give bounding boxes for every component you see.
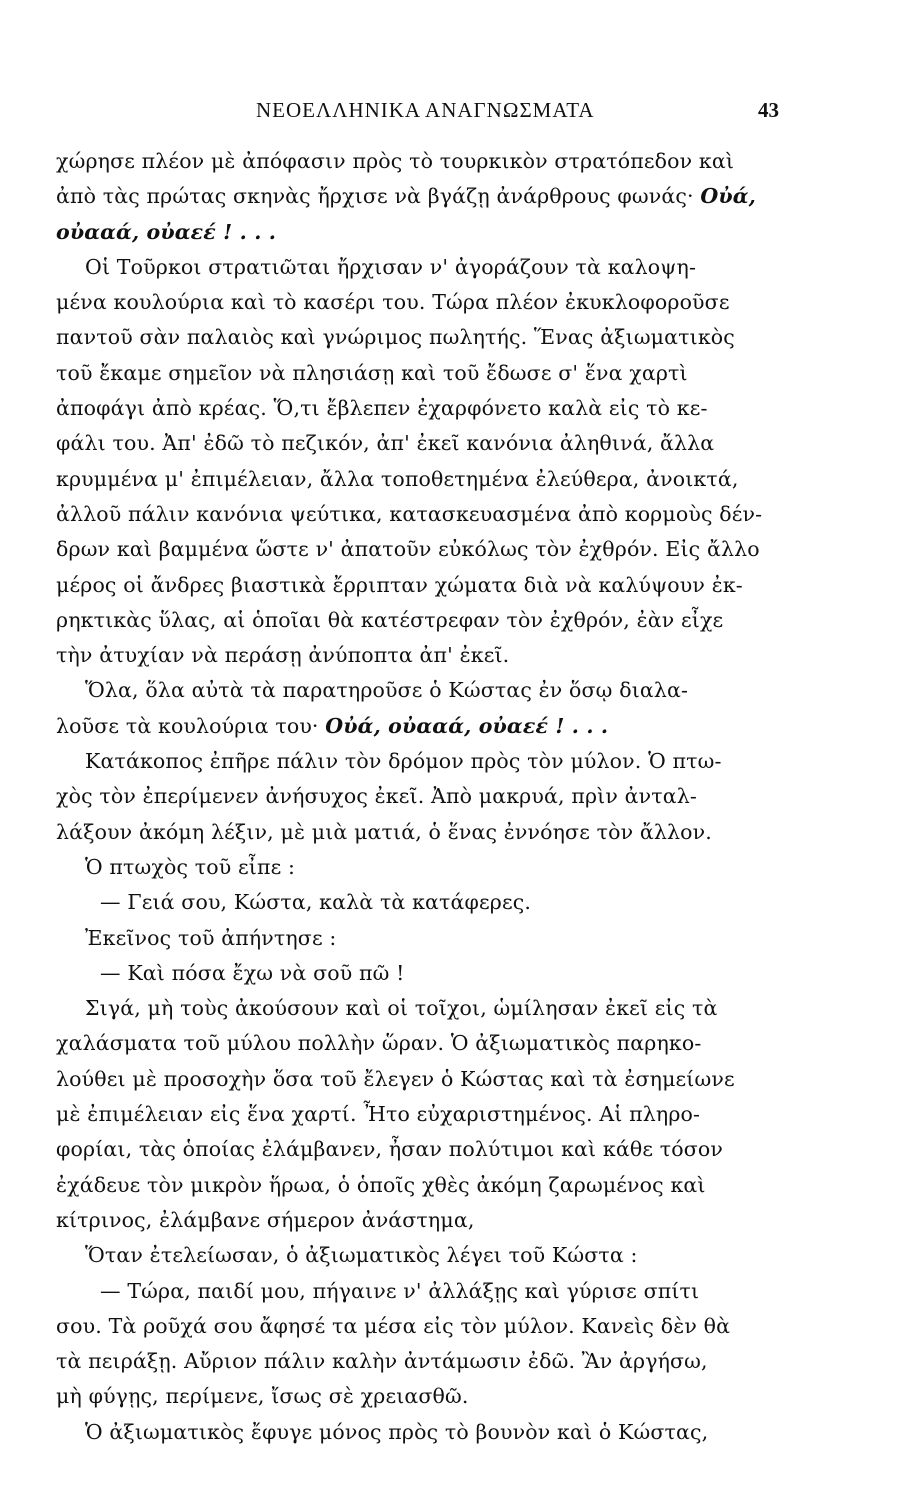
text-line [56, 779, 781, 814]
running-head [0, 98, 921, 128]
text-line [56, 462, 781, 497]
line-text: Σιγά, μὴ τοὺς ἀκούσουν καὶ οἱ τοῖχοι, ὡμίλησαν ἐκεῖ εἰς τὰ [85, 996, 718, 1021]
emphasized-exclamation: οὐααά, οὐαεέ ! . . . [56, 219, 277, 244]
line-text: Ὅταν ἐτελείωσαν, ὁ ἀξιωματικὸς λέγει τοῦ Κώστα : [85, 1243, 638, 1268]
text-line [56, 673, 781, 708]
line-text: ρηκτικὰς ὕλας, αἱ ὁποῖαι θὰ κατέστρεφαν τὸν ἐχθρόν, ἐὰν εἶχε [56, 607, 724, 632]
line-text: σου. Τὰ ροῦχά σου ἄφησέ τα μέσα εἰς τὸν μύλον. Κανεὶς δὲν θὰ [56, 1313, 731, 1338]
line-text: φάλι του. Ἀπ' ἐδῶ τὸ πεζικόν, ἀπ' ἐκεῖ κανόνια ἀληθινά, ἄλλα [56, 431, 715, 456]
text-line [56, 850, 781, 885]
text-line [56, 1168, 781, 1203]
line-text: μὴ φύγῃς, περίμενε, ἴσως σὲ χρειασθῶ. [56, 1384, 469, 1409]
text-line [56, 956, 781, 991]
text-line [56, 1344, 781, 1379]
line-text: δρων καὶ βαμμένα ὥστε ν' ἀπατοῦν εὐκόλως τὸν ἐχθρόν. Εἰς ἄλλο [56, 537, 760, 562]
line-text: — Γειά σου, Κώστα, καλὰ τὰ κατάφερες. [100, 890, 532, 915]
text-line [56, 991, 781, 1026]
text-line [56, 568, 781, 603]
text-line [56, 709, 781, 744]
text-line [56, 1203, 781, 1238]
line-text: ἀποφάγι ἀπὸ κρέας. Ὅ,τι ἔβλεπεν ἐχαρφόνετο καλὰ εἰς τὸ κε- [56, 396, 708, 421]
line-text: ἐχάδευε τὸν μικρὸν ἥρωα, ὁ ὁποῖς χθὲς ἀκόμη ζαρωμένος καὶ [56, 1172, 706, 1197]
text-line [56, 532, 781, 567]
text-line [56, 1062, 781, 1097]
line-text: — Καὶ πόσα ἔχω νὰ σοῦ πῶ ! [100, 960, 405, 985]
line-text: τὴν ἀτυχίαν νὰ περάσῃ ἀνύποπτα ἀπ' ἐκεῖ. [56, 643, 510, 668]
line-text: Οἱ Τοῦρκοι στρατιῶται ἤρχισαν ν' ἀγοράζουν τὰ καλοψη- [85, 254, 697, 279]
line-text: Ὁ ἀξιωματικὸς ἔφυγε μόνος πρὸς τὸ βουνὸν καὶ ὁ Κώστας, [85, 1419, 709, 1444]
line-text: Ἐκεῖνος τοῦ ἀπήντησε : [85, 925, 337, 950]
line-text: χαλάσματα τοῦ μύλου πολλὴν ὥραν. Ὁ ἀξιωματικὸς παρηκο- [56, 1031, 702, 1056]
text-line [56, 215, 781, 250]
line-text: Ὅλα, ὅλα αὐτὰ τὰ παρατηροῦσε ὁ Κώστας ἐν ὅσῳ διαλα- [85, 678, 689, 703]
line-text: Κατάκοπος ἐπῆρε πάλιν τὸν δρόμον πρὸς τὸν μύλον. Ὁ πτω- [85, 749, 722, 774]
line-text: κρυμμένα μ' ἐπιμέλειαν, ἄλλα τοποθετημένα ἐλεύθερα, ἀνοικτά, [56, 466, 739, 491]
page-number: 43 [758, 98, 779, 122]
running-title: ΝΕΟΕΛΛΗΝΙΚΑ ΑΝΑΓΝΩΣΜΑΤΑ [256, 98, 595, 122]
text-line [56, 497, 781, 532]
line-text: μέρος οἱ ἄνδρες βιαστικὰ ἔρριπταν χώματα διὰ νὰ καλύψουν ἐκ- [56, 572, 743, 597]
emphasized-exclamation: Οὐά, [700, 184, 756, 209]
line-text: παντοῦ σὰν παλαιὸς καὶ γνώριμος πωλητής. Ἕνας ἀξιωματικὸς [56, 325, 735, 350]
line-text: ἀπὸ τὰς πρώτας σκηνὰς ἤρχισε νὰ βγάζῃ ἀνάρθρους φωνάς· [56, 184, 694, 209]
text-line [56, 285, 781, 320]
line-text: τοῦ ἔκαμε σημεῖον νὰ πλησιάσῃ καὶ τοῦ ἔδωσε σ' ἕνα χαρτὶ [56, 360, 688, 385]
text-line [56, 426, 781, 461]
emphasized-exclamation: Οὐά, οὐααά, οὐαεέ ! . . . [325, 713, 609, 738]
text-line [56, 144, 781, 179]
text-line [56, 815, 781, 850]
text-line [56, 1309, 781, 1344]
line-text: λάξουν ἀκόμη λέξιν, μὲ μιὰ ματιά, ὁ ἕνας ἐννόησε τὸν ἄλλον. [56, 819, 712, 844]
body-text [56, 144, 781, 1450]
text-line [56, 1132, 781, 1167]
text-line [56, 1026, 781, 1061]
text-line [56, 1415, 781, 1450]
text-line [56, 250, 781, 285]
line-text: μένα κουλούρια καὶ τὸ κασέρι του. Τώρα πλέον ἐκυκλοφοροῦσε [56, 290, 730, 315]
text-line [56, 1379, 781, 1414]
line-text: Ὁ πτωχὸς τοῦ εἶπε : [85, 854, 296, 879]
line-text: λούθει μὲ προσοχὴν ὅσα τοῦ ἔλεγεν ὁ Κώστας καὶ τὰ ἐσημείωνε [56, 1066, 735, 1091]
text-line [56, 179, 781, 214]
line-text: κίτρινος, ἐλάμβανε σήμερον ἀνάστημα, [56, 1207, 475, 1232]
text-line [56, 356, 781, 391]
text-line [56, 603, 781, 638]
line-text: φορίαι, τὰς ὁποίας ἐλάμβανεν, ἦσαν πολύτιμοι καὶ κάθε τόσον [56, 1137, 723, 1162]
text-line [56, 921, 781, 956]
line-text: τὰ πειράξῃ. Αὔριον πάλιν καλὴν ἀντάμωσιν ἐδῶ. Ἂν ἀργήσω, [56, 1349, 708, 1374]
line-text: χώρησε πλέον μὲ ἀπόφασιν πρὸς τὸ τουρκικὸν στρατόπεδον καὶ [56, 149, 735, 173]
line-text: μὲ ἐπιμέλειαν εἰς ἕνα χαρτί. Ἦτο εὐχαριστημένος. Αἱ πληρο- [56, 1102, 701, 1127]
line-text: χὸς τὸν ἐπερίμενεν ἀνήσυχος ἐκεῖ. Ἀπὸ μακρυά, πρὶν ἀνταλ- [56, 784, 697, 809]
text-line [56, 1097, 781, 1132]
text-line [56, 1274, 781, 1309]
text-line [56, 1238, 781, 1273]
line-text: — Τώρα, παιδί μου, πήγαινε ν' ἀλλάξῃς καὶ γύρισε σπίτι [100, 1278, 700, 1303]
text-line [56, 744, 781, 779]
text-line [56, 638, 781, 673]
text-line [56, 391, 781, 426]
text-line [56, 320, 781, 355]
text-line [56, 885, 781, 920]
line-text: ἀλλοῦ πάλιν κανόνια ψεύτικα, κατασκευασμένα ἀπὸ κορμοὺς δέν- [56, 501, 763, 526]
line-text: λοῦσε τὰ κουλούρια του· [56, 713, 319, 738]
